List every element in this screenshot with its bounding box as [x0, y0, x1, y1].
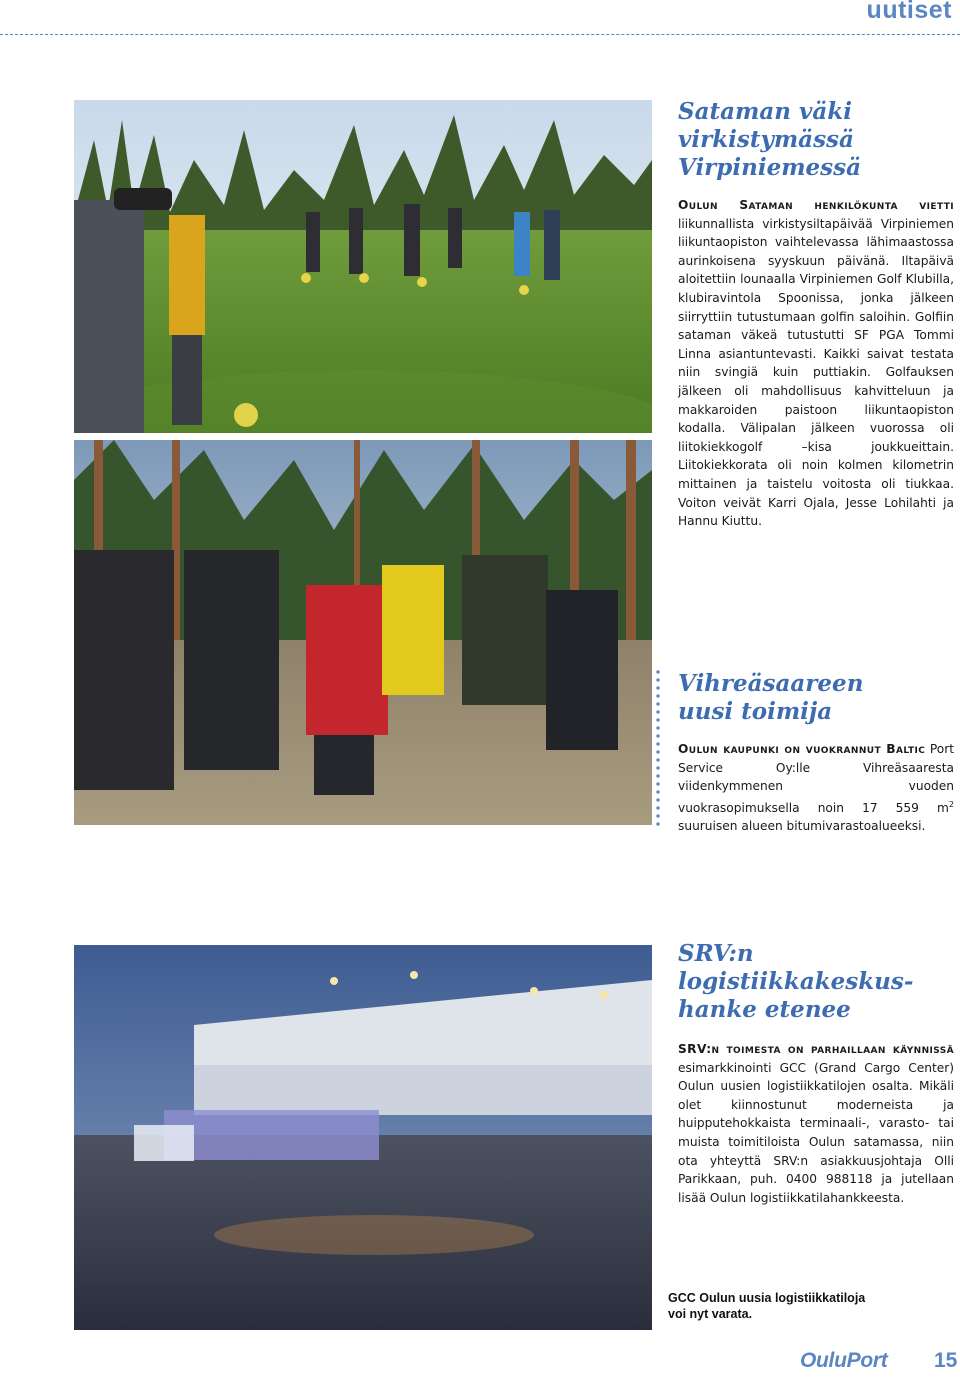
- article-3-body: [678, 1040, 954, 1207]
- article-3-headline: [678, 940, 913, 1024]
- photo-caption: [668, 1290, 948, 1322]
- article-3-headline-line: hanke etenee: [678, 996, 851, 1023]
- article-1-headline-line: Sataman väki: [678, 98, 852, 125]
- article-3-headline-line: logistiikkakeskus-: [678, 968, 914, 995]
- area-superscript: 2: [948, 799, 954, 809]
- page-number: 15: [934, 1349, 958, 1372]
- article-2-body: [678, 740, 954, 836]
- article-2-headline-line: Vihreäsaareen: [678, 670, 864, 697]
- article-3-text: esimarkkinointi GCC (Grand Cargo Center) Oulun uusien logistiikkatilojen osalta. Mikäli olet kiinnostunut moderneista ja huipputehokkaista terminaali-, varasto- tai muista toimitiloista Oulun satamassa, niin ota yhteyttä SRV:n asiakkuusjohtaja Olli Parikkaan, puh. 0400 988118 ja jutellaan lisää Oulun logistiikkatilahankkeesta.: [678, 1060, 954, 1205]
- article-2-lead: Oulun kaupunki on vuokrannut Baltic: [678, 742, 926, 756]
- dotted-divider: [655, 668, 661, 828]
- article-3-lead: SRV:n toimesta on parhaillaan käynnissä: [678, 1042, 954, 1056]
- terminal-photo: [74, 945, 652, 1330]
- photo-caption-line: voi nyt varata.: [668, 1307, 753, 1321]
- section-label: uutiset: [866, 0, 952, 24]
- hike-photo: [74, 440, 652, 825]
- article-1-headline-line: Virpiniemessä: [678, 154, 861, 181]
- article-2-text: Port Service Oy:lle Vihreäsaaresta viidenkymmenen vuoden vuokrasopimuksella noin 17 559 m: [678, 742, 954, 815]
- article-2-headline: [678, 670, 863, 726]
- photo-caption-line: GCC Oulun uusia logistiikkatiloja: [668, 1291, 866, 1305]
- article-1-text: liikunnallista virkistysiltapäivää Virpiniemen liikuntaopiston vaihtelevassa lähimaastossa aurinkoisena syyskuun päivänä. Iltapäivä aloitettiin lounaalla Virpiniemen Golf Klubilla, klubiravintola Spoonissa, jonka jälkeen siirryttiin tutustumaan golfin saloihin. Golfiin sataman väkeä tutustutti SF PGA Tommi Linna asiantuntevasti. Kaikki saivat testata niin svingiä kuin puttiakin. Golfauksen jälkeen oli mahdollisuus kahvitteluun ja makkaroiden paistoon liikuntaopiston kodalla. Välipalan jälkeen vuorossa oli liitokiekkogolf –kisa joukkueittain. Liitokiekkorata oli noin kolmen kilometrin mittainen ja taistelu voitosta oli tiukkaa. Voiton veivät Karri Ojala, Jesse Lohilahti ja Hannu Kiuttu.: [678, 216, 954, 529]
- article-2-text-tail: suuruisen alueen bitumivarastoalueeksi.: [678, 819, 926, 834]
- article-3-headline-line: SRV:n: [678, 940, 754, 967]
- golf-photo: [74, 100, 652, 433]
- article-1-lead: Oulun Sataman henkilökunta vietti: [678, 198, 954, 212]
- header-rule: [0, 34, 960, 35]
- article-1-headline-line: virkistymässä: [678, 126, 854, 153]
- article-1-headline: [678, 98, 861, 182]
- article-1-body: [678, 196, 954, 531]
- article-2-headline-line: uusi toimija: [678, 698, 833, 725]
- brand-logo: OuluPort: [800, 1349, 888, 1372]
